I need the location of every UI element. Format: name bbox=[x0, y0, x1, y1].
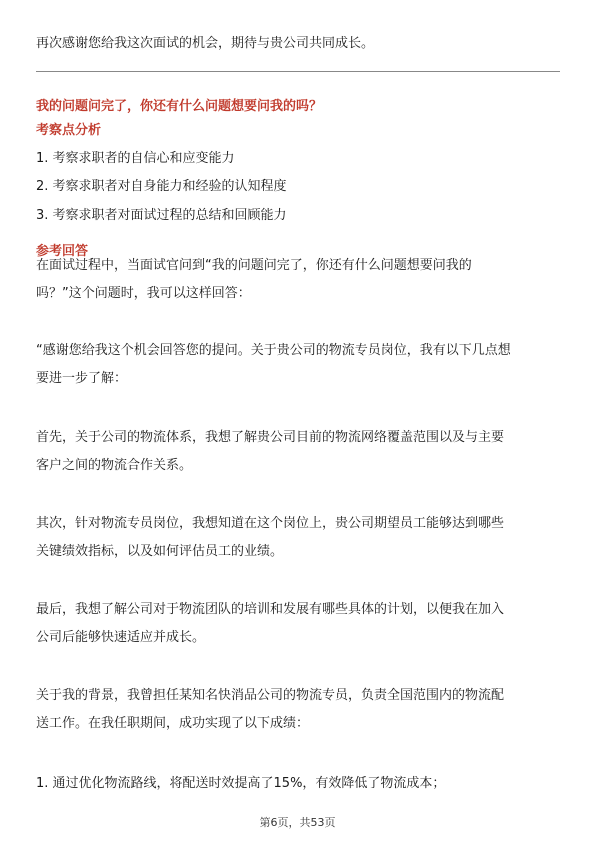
analysis-item: 2. 考察求职者对自身能力和经验的认知程度 bbox=[36, 179, 287, 194]
answer-paragraph bbox=[36, 256, 560, 304]
paragraph-line: 客户之间的物流合作关系。 bbox=[36, 458, 193, 473]
paragraph-line: 最后，我想了解公司对于物流团队的培训和发展有哪些具体的计划，以便我在加入 bbox=[36, 602, 505, 617]
answer-paragraph bbox=[36, 686, 560, 734]
section-divider bbox=[36, 71, 560, 72]
paragraph-line: 在面试过程中，当面试官问到“我的问题问完了，你还有什么问题想要问我的 bbox=[36, 258, 472, 273]
answer-paragraph bbox=[36, 774, 560, 794]
paragraph-line: 吗？”这个问题时，我可以这样回答： bbox=[36, 286, 251, 301]
answer-paragraph bbox=[36, 341, 560, 389]
paragraph-line: 关于我的背景，我曾担任某知名快消品公司的物流专员，负责全国范围内的物流配 bbox=[36, 688, 505, 703]
intro-text: 再次感谢您给我这次面试的机会，期待与贵公司共同成长。 bbox=[36, 36, 375, 51]
question-title: 我的问题问完了，你还有什么问题想要问我的吗？ bbox=[36, 99, 323, 114]
paragraph-line: 首先，关于公司的物流体系，我想了解贵公司目前的物流网络覆盖范围以及与主要 bbox=[36, 430, 505, 445]
paragraph-line: 其次，针对物流专员岗位，我想知道在这个岗位上，贵公司期望员工能够达到哪些 bbox=[36, 516, 505, 531]
paragraph-line: 要进一步了解： bbox=[36, 371, 128, 386]
paragraph-line: 关键绩效指标，以及如何评估员工的业绩。 bbox=[36, 544, 284, 559]
analysis-item: 1. 考察求职者的自信心和应变能力 bbox=[36, 151, 235, 166]
paragraph-line: 送工作。在我任职期间，成功实现了以下成绩： bbox=[36, 716, 310, 731]
paragraph-line: 1. 通过优化物流路线，将配送时效提高了15%，有效降低了物流成本； bbox=[36, 776, 446, 791]
paragraph-line: 公司后能够快速适应并成长。 bbox=[36, 630, 206, 645]
analysis-item: 3. 考察求职者对面试过程的总结和回顾能力 bbox=[36, 208, 287, 223]
paragraph-line: “感谢您给我这个机会回答您的提问。关于贵公司的物流专员岗位，我有以下几点想 bbox=[36, 343, 511, 358]
answer-paragraph bbox=[36, 514, 560, 562]
answer-paragraph bbox=[36, 600, 560, 648]
answer-paragraph bbox=[36, 428, 560, 476]
analysis-heading: 考察点分析 bbox=[36, 123, 102, 138]
answer-heading: 参考回答 bbox=[36, 244, 89, 259]
page-number: 第6页，共53页 bbox=[259, 816, 336, 829]
